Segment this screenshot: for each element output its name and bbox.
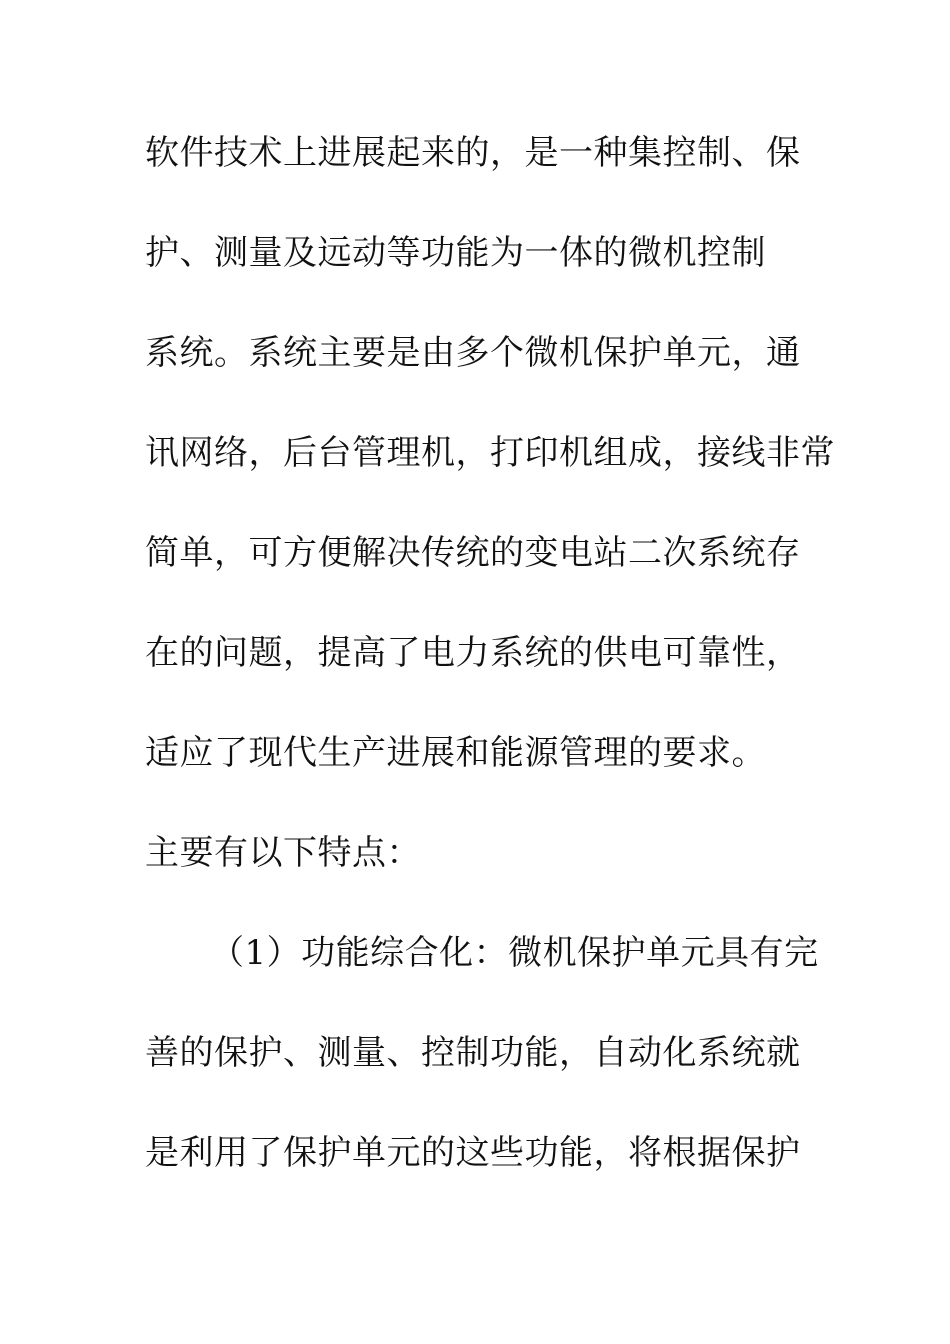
body-text-line: 护、测量及远动等功能为一体的微机控制 <box>145 233 766 273</box>
body-text-line: 软件技术上进展起来的，是一种集控制、保 <box>145 133 801 173</box>
body-text-line: 简单，可方便解决传统的变电站二次系统存 <box>145 533 801 573</box>
body-text-line: 在的问题，提高了电力系统的供电可靠性， <box>145 633 801 673</box>
list-item-line: 善的保护、测量、控制功能，自动化系统就 <box>145 1033 801 1073</box>
list-item-first-line: （1）功能综合化：微机保护单元具有完 <box>210 933 819 973</box>
body-text-line: 讯网络，后台管理机，打印机组成，接线非常 <box>145 433 835 473</box>
list-item-line: 是利用了保护单元的这些功能，将根据保护 <box>145 1133 801 1173</box>
section-intro-line: 主要有以下特点： <box>145 833 421 873</box>
body-text-line: 适应了现代生产进展和能源管理的要求。 <box>145 733 766 773</box>
body-text-line: 系统。系统主要是由多个微机保护单元，通 <box>145 333 801 373</box>
